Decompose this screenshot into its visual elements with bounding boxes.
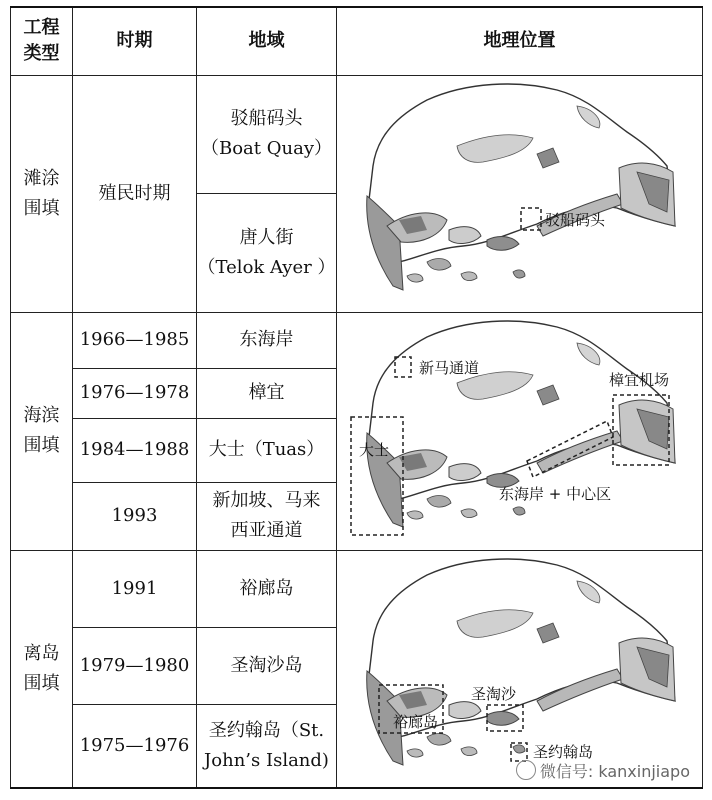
region-tuas: 大士（Tuas） bbox=[197, 418, 337, 482]
period-1993: 1993 bbox=[73, 482, 197, 550]
type-seafront: 海滨 围填 bbox=[11, 312, 73, 550]
singapore-map-3 bbox=[337, 551, 701, 787]
map-label-east-coast: 东海岸 + 中心区 bbox=[499, 485, 612, 503]
map-offshore-island bbox=[337, 550, 703, 788]
map-label-boat-quay: 驳船码头 bbox=[545, 210, 606, 229]
region-jurong-island: 裕廊岛 bbox=[197, 550, 337, 627]
region-telok-ayer: 唐人街 （Telok Ayer ） bbox=[197, 194, 337, 313]
region-changi: 樟宜 bbox=[197, 368, 337, 418]
header-type: 工程 类型 bbox=[11, 7, 73, 75]
singapore-map-2 bbox=[337, 313, 701, 549]
period-1984-1988: 1984—1988 bbox=[73, 418, 197, 482]
period-1975-1976: 1975—1976 bbox=[73, 704, 197, 787]
map-label-st-johns: 圣约翰岛 bbox=[533, 742, 594, 761]
wechat-icon bbox=[516, 760, 536, 780]
period-1979-1980: 1979—1980 bbox=[73, 627, 197, 704]
region-east-coast: 东海岸 bbox=[197, 312, 337, 368]
header-location: 地理位置 bbox=[337, 7, 703, 75]
type-offshore-island: 离岛 围填 bbox=[11, 550, 73, 788]
map-label-sentosa: 圣淘沙 bbox=[471, 684, 517, 703]
map-label-causeway: 新马通道 bbox=[419, 359, 480, 377]
map-label-changi: 樟宜机场 bbox=[609, 371, 670, 389]
map-label-tuas: 大士 bbox=[359, 441, 390, 459]
land-reclamation-table bbox=[10, 6, 703, 789]
period-colonial: 殖民时期 bbox=[73, 75, 197, 312]
period-1966-1985: 1966—1985 bbox=[73, 312, 197, 368]
region-boat-quay: 驳船码头 （Boat Quay） bbox=[197, 75, 337, 194]
map-tidal-flat bbox=[337, 75, 703, 312]
region-st-johns: 圣约翰岛（St. John’s Island) bbox=[197, 704, 337, 787]
region-causeway: 新加坡、马来 西亚通道 bbox=[197, 482, 337, 550]
header-region: 地域 bbox=[197, 7, 337, 75]
type-tidal-flat: 滩涂 围填 bbox=[11, 75, 73, 312]
watermark-text: 微信号: kanxinjiapo bbox=[539, 762, 690, 781]
map-seafront bbox=[337, 312, 703, 550]
singapore-map-1 bbox=[337, 76, 701, 312]
period-1976-1978: 1976—1978 bbox=[73, 368, 197, 418]
wechat-watermark bbox=[516, 759, 690, 782]
region-sentosa: 圣淘沙岛 bbox=[197, 627, 337, 704]
map-label-jurong-island: 裕廊岛 bbox=[393, 712, 439, 731]
header-period: 时期 bbox=[73, 7, 197, 75]
period-1991: 1991 bbox=[73, 550, 197, 627]
